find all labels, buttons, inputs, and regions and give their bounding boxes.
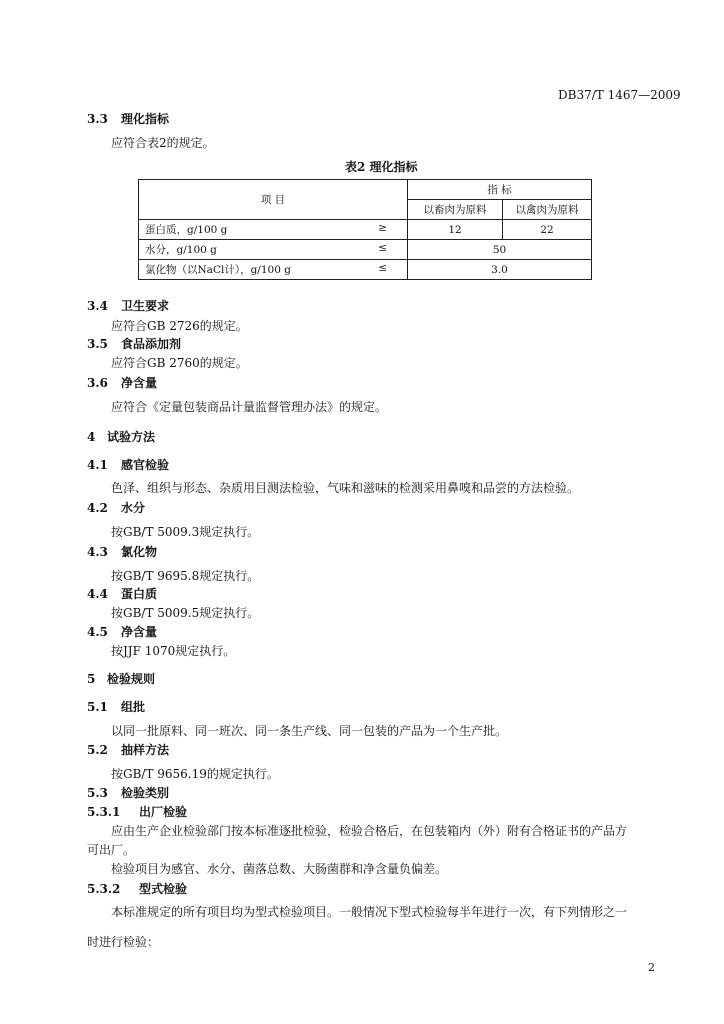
section-number: 3.6	[87, 376, 108, 390]
section-title: 卫生要求	[121, 299, 170, 313]
section-5-1-text: 以同一批原料、同一班次、同一条生产线、同一包装的产品为一个生产批。	[111, 724, 508, 738]
comparison-operator: ≥	[378, 222, 387, 234]
section-title: 试验方法	[107, 430, 156, 444]
section-title: 出厂检验	[139, 805, 188, 819]
section-number: 4.4	[87, 587, 108, 601]
section-number: 5	[87, 672, 96, 686]
table-row	[139, 240, 592, 260]
section-title: 氯化物	[121, 545, 158, 559]
section-4-1-text: 色泽、组织与形态、杂质用目测法检验，气味和滋味的检测采用鼻嗅和品尝的方法检验。	[111, 481, 580, 495]
section-3-4-text: 应符合GB 2726的规定。	[111, 319, 248, 333]
section-number: 5.1	[87, 700, 108, 714]
section-5-3-2-heading	[87, 883, 187, 895]
section-title: 水分	[121, 501, 146, 515]
table-cell-value: 3.0	[408, 260, 592, 280]
section-3-3-text: 应符合表2的规定。	[111, 136, 215, 150]
section-4-5-text: 按JJF 1070规定执行。	[111, 644, 236, 658]
table-cell-livestock: 12	[408, 220, 503, 240]
section-number: 4.1	[87, 458, 108, 472]
section-4-5-heading	[87, 626, 157, 638]
section-title: 理化指标	[121, 112, 170, 126]
section-number: 3.5	[87, 337, 108, 351]
table-cell-item	[139, 220, 408, 240]
section-title: 检验类别	[121, 786, 170, 800]
section-3-4-heading	[87, 300, 169, 312]
table-cell-poultry: 22	[503, 220, 592, 240]
table-row	[139, 260, 592, 280]
comparison-operator: ≤	[378, 242, 387, 254]
section-5-2-heading	[87, 744, 169, 756]
section-number: 4.2	[87, 501, 108, 515]
table-header-index: 指 标	[408, 180, 592, 200]
document-id: DB37/T 1467—2009	[558, 88, 681, 102]
section-4-2-heading	[87, 502, 145, 514]
section-title: 组批	[121, 700, 146, 714]
table-header-item: 项 目	[139, 180, 408, 220]
section-number: 3.4	[87, 299, 108, 313]
section-number: 5.3	[87, 786, 108, 800]
section-3-5-text: 应符合GB 2760的规定。	[111, 356, 248, 370]
section-number: 4.3	[87, 545, 108, 559]
section-title: 蛋白质	[121, 587, 158, 601]
section-5-3-2-text-line2: 时进行检验：	[87, 935, 160, 949]
section-5-3-1-text2: 检验项目为感官、水分、菌落总数、大肠菌群和净含量负偏差。	[111, 862, 448, 876]
table-cell-item	[139, 260, 408, 280]
table-cell-item	[139, 240, 408, 260]
section-4-4-heading	[87, 588, 157, 600]
section-5-3-1-text-line1: 应由生产企业检验部门按本标准逐批检验，检验合格后，在包装箱内（外）附有合格证书的产品方	[111, 824, 628, 838]
section-title: 检验规则	[107, 672, 156, 686]
section-title: 食品添加剂	[121, 337, 182, 351]
table-caption: 表2 理化指标	[345, 160, 418, 174]
table-row	[139, 220, 592, 240]
section-5-heading	[87, 673, 155, 685]
section-5-3-heading	[87, 787, 169, 799]
section-title: 净含量	[121, 625, 158, 639]
section-number: 5.3.1	[87, 805, 121, 819]
section-4-3-heading	[87, 546, 157, 558]
section-5-1-heading	[87, 701, 145, 713]
section-title: 型式检验	[139, 882, 188, 896]
section-4-2-text: 按GB/T 5009.3规定执行。	[111, 525, 260, 539]
table-header-poultry: 以禽肉为原料	[503, 200, 592, 220]
section-5-3-1-heading	[87, 806, 187, 818]
page-number: 2	[648, 961, 655, 974]
item-label: 氯化物（以NaCl计），g/100 g	[145, 264, 291, 276]
section-title: 净含量	[121, 376, 158, 390]
section-3-6-heading	[87, 377, 157, 389]
section-4-4-text: 按GB/T 5009.5规定执行。	[111, 606, 260, 620]
section-number: 5.2	[87, 743, 108, 757]
section-5-3-1-text-line2: 可出厂。	[87, 843, 136, 857]
section-4-1-heading	[87, 459, 169, 471]
section-3-6-text: 应符合《定量包装商品计量监督管理办法》的规定。	[111, 400, 388, 414]
section-5-3-2-text-line1: 本标准规定的所有项目均为型式检验项目。一般情况下型式检验每半年进行一次，有下列情形之一	[111, 905, 628, 919]
table-header-livestock: 以畜肉为原料	[408, 200, 503, 220]
section-3-3-heading	[87, 113, 169, 125]
section-5-2-text: 按GB/T 9656.19的规定执行。	[111, 767, 279, 781]
section-title: 抽样方法	[121, 743, 170, 757]
section-number: 3.3	[87, 112, 108, 126]
table-cell-value: 50	[408, 240, 592, 260]
section-title: 感官检验	[121, 458, 170, 472]
section-number: 5.3.2	[87, 882, 121, 896]
section-4-heading	[87, 431, 155, 443]
section-number: 4	[87, 430, 96, 444]
section-4-3-text: 按GB/T 9695.8规定执行。	[111, 569, 260, 583]
item-label: 水分，g/100 g	[145, 244, 217, 256]
item-label: 蛋白质，g/100 g	[145, 224, 228, 236]
comparison-operator: ≤	[378, 262, 387, 274]
physicochemical-table	[138, 179, 592, 280]
section-number: 4.5	[87, 625, 108, 639]
section-3-5-heading	[87, 338, 181, 350]
